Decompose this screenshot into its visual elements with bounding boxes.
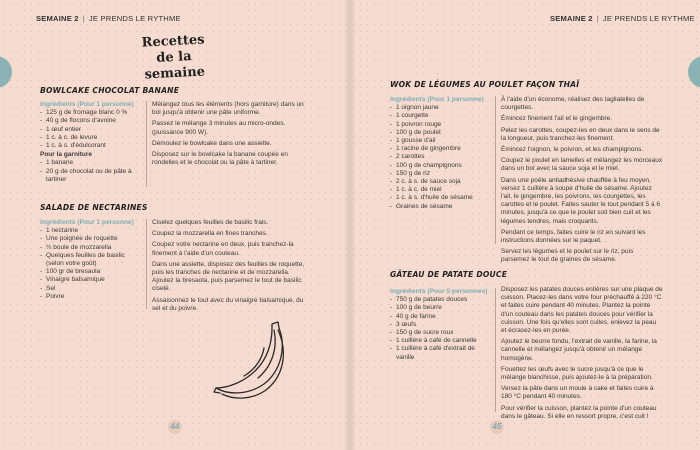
ingredients-heading: Ingrédients (Pour 1 personne): [40, 101, 134, 108]
recipe-title-wok: WOK DE LÉGUMES AU POULET FAÇON THAÏ: [390, 80, 580, 89]
ingredient-item: - 2 carottes: [390, 153, 494, 161]
ingredients-list: [40, 109, 144, 150]
ingredient-item: - 1 cuillère à café d'extrait de vanille: [390, 345, 494, 361]
page-title: [133, 32, 215, 84]
ingredient-item: - 100 g de poulet: [390, 129, 494, 137]
banana-illustration: [208, 318, 296, 404]
step-paragraph: Fouettez les œufs avec le sucre jusqu'à ce que le mélange blanchisse, puis ajoutez-le à la préparation.: [501, 365, 653, 382]
step-paragraph: Disposez sur le bowlcake la banane coupée en rondelles et le chocolat ou la pâte à tartiner.: [152, 151, 288, 167]
ingredient-item: - ½ boule de mozzarella: [40, 244, 144, 252]
step-paragraph: Servez les légumes et le poulet sur le riz, puis parsemez le tout de graines de sésame.: [501, 248, 634, 264]
step-paragraph: Mélangez tous les éléments (hors garniture) dans un bol jusqu'à obtenir une pâte uniforme.: [152, 101, 304, 117]
ingredient-item: - 1 nectarine: [40, 227, 144, 235]
ingredients-salade: [40, 219, 144, 301]
step-paragraph: Ajoutez le beurre fondu, l'extrait de vanille, la farine, la cannelle et mélangez jusqu'à obtenir un mélange homogène.: [501, 338, 657, 362]
page-title-line1: Recettes: [141, 32, 205, 51]
steps-bowlcake: [152, 101, 308, 170]
step-paragraph: Dans une poêle antiadhésive chauffée à feu moyen, versez 1 cuillère à soupe d'huile de sésame. Ajoutez l'ail, le gingembre, les poivrons, les courgettes, les carottes et le poulet. Faites sauter le tout pendant 5 à 6 minutes, jusqu'à ce que le poulet soit bien cuit et les légumes tendres, mais croquants.: [501, 176, 660, 225]
section-title: JE PRENDS LE RYTHME: [88, 14, 181, 23]
page-number-left: 44: [168, 420, 182, 434]
ingredients-list: [390, 104, 494, 211]
ingredient-item: - 2 c. à s. de sauce soja: [390, 178, 494, 186]
ingredient-item: - 1 racine de gingembre: [390, 145, 494, 153]
step-paragraph: Disposez les patates douces entières sur une plaque de cuisson. Placez-les dans votre four préchauffé à 220 °C et faites cuire pendant 40 minutes. Plantez la pointe d'un couteau dans les patates douces pour vérifier la cuisson. Une fois qu'elles sont cuites, enlevez la peau et écrasez-les en purée.: [501, 286, 663, 335]
step-paragraph: Démoulez le bowlcake dans une assiette.: [152, 139, 272, 147]
page-tab-left: [0, 56, 12, 88]
running-head-left: [36, 14, 181, 23]
ingredient-item: - Graines de sésame: [390, 203, 494, 211]
step-paragraph: Coupez le poulet en lamelles et mélangez les morceaux dans un bol avec la sauce soja et le miel.: [501, 157, 663, 173]
ingredient-item: - 3 œufs: [390, 321, 494, 329]
ingredient-item: - 40 g de flocons d'avoine: [40, 117, 144, 125]
ingredient-item: - 1 œuf entier: [40, 126, 144, 134]
page-number-right: 45: [490, 420, 504, 434]
ingredients-bowlcake: [40, 101, 144, 184]
steps-gateau: [501, 286, 663, 424]
step-paragraph: Versez la pâte dans un moule à cake et faites cuire à 180 °C pendant 40 minutes.: [501, 385, 654, 401]
recipe-title-bowlcake: BOWLCAKE CHOCOLAT BANANE: [40, 86, 180, 95]
ingredient-item: - 125 g de fromage blanc 0 %: [40, 109, 144, 117]
ingredient-item: - Poivre: [40, 293, 144, 301]
ingredients-heading: Ingrédients (Pour 1 personne): [390, 96, 484, 103]
ingredient-item: - 1 banane: [40, 159, 144, 167]
ingredient-item: - 1 poivron rouge: [390, 121, 494, 129]
right-page: [350, 0, 700, 450]
ingredient-item: - Vinaigre balsamique: [40, 276, 144, 284]
ingredient-item: - 1 c. à c. de miel: [390, 186, 494, 194]
ingredient-item: - 20 g de chocolat ou de pâte à tartiner: [40, 168, 144, 184]
ingredient-item: - 1 courgette: [390, 112, 494, 120]
ingredient-item: - Quelques feuilles de basilic (selon votre goût): [40, 252, 144, 268]
recipe-title-gateau: GÂTEAU DE PATATE DOUCE: [390, 270, 508, 279]
garnish-heading: Pour la garniture: [40, 151, 93, 159]
book-spine: [344, 0, 356, 450]
step-paragraph: Émincez finement l'ail et le gingembre.: [501, 115, 613, 123]
ingredient-item: - 750 g de patates douces: [390, 296, 494, 304]
step-paragraph: À l'aide d'un économe, réalisez des tagliatelles de courgettes.: [501, 96, 645, 112]
step-paragraph: Émincez l'oignon, le poivron, et les champignons.: [501, 146, 644, 154]
ingredient-item: - 150 g de sucre roux: [390, 329, 494, 337]
page-title-line2: de la semaine: [144, 49, 206, 83]
ingredients-gateau: [390, 288, 494, 362]
section-label: SEMAINE 2: [550, 14, 593, 23]
separator: |: [596, 14, 599, 23]
ingredient-item: - 1 oignon jaune: [390, 104, 494, 112]
recipe-title-salade: SALADE DE NECTARINES: [40, 203, 148, 212]
ingredient-item: - 40 g de farine: [390, 313, 494, 321]
ingredient-item: - 150 g de riz: [390, 170, 494, 178]
garnish-list: [40, 159, 144, 184]
ingredient-item: - Une poignée de roquette: [40, 235, 144, 243]
column-divider: [495, 96, 496, 244]
step-paragraph: Pendant ce temps, faites cuire le riz en suivant les instructions données sur le paquet.: [501, 228, 646, 245]
ingredient-item: - 1 cuillère à café de cannelle: [390, 337, 494, 345]
section-label: SEMAINE 2: [36, 14, 79, 23]
ingredient-item: - 100 g de champignons: [390, 162, 494, 170]
ingredient-item: - 1 c. à s. d'édulcorant: [40, 142, 144, 150]
ingredients-wok: [390, 96, 494, 211]
ingredient-item: - 1 c. à c. de levure: [40, 134, 144, 142]
steps-salade: [152, 219, 308, 316]
ingredient-item: - 100 gr de bresaola: [40, 268, 144, 276]
ingredients-heading: Ingrédients (Pour 5 personnes): [390, 288, 488, 295]
running-head-right: [550, 14, 695, 23]
step-paragraph: Dans une assiette, disposez des feuilles de roquette, puis les tranches de nectarine et de mozzarella. Ajoutez la bresaola, puis parsemez le tout de basilic ciselé.: [152, 260, 305, 293]
ingredients-list: [40, 227, 144, 301]
ingredients-heading: Ingrédients (Pour 1 personne): [40, 219, 134, 226]
step-paragraph: Pelez les carottes, coupez-les en deux dans le sens de la longueur, puis tranchez-les finement.: [501, 126, 660, 142]
step-paragraph: Coupez la mozzarella en fines tranches.: [152, 230, 268, 238]
column-divider: [146, 101, 147, 187]
ingredient-item: - 1 c. à s. d'huile de sésame: [390, 194, 494, 202]
separator: |: [82, 14, 85, 23]
step-paragraph: Passez le mélange 3 minutes au micro-ondes. (puissance 900 W).: [152, 120, 286, 136]
ingredient-item: - 1 gousse d'ail: [390, 137, 494, 145]
step-paragraph: Coupez votre nectarine en deux, puis tranchez-la finement à l'aide d'un couteau.: [152, 241, 294, 257]
ingredient-item: - 100 g de beurre: [390, 304, 494, 312]
column-divider: [146, 219, 147, 309]
step-paragraph: Assaisonnez le tout avec du vinaigre balsamique, du sel et du poivre.: [152, 296, 304, 312]
ingredients-list: [390, 296, 494, 362]
step-paragraph: Pour vérifier la cuisson, plantez la pointe d'un couteau dans le gâteau. Si elle en ressort propre, c'est cuit !: [501, 404, 657, 420]
step-paragraph: Ciselez quelques feuilles de basilic frais.: [152, 219, 269, 226]
section-title: JE PRENDS LE RYTHME: [602, 14, 695, 23]
page-tab-right: [688, 56, 700, 88]
ingredient-item: - Sel: [40, 285, 144, 293]
steps-wok: [501, 96, 663, 268]
column-divider: [495, 288, 496, 412]
